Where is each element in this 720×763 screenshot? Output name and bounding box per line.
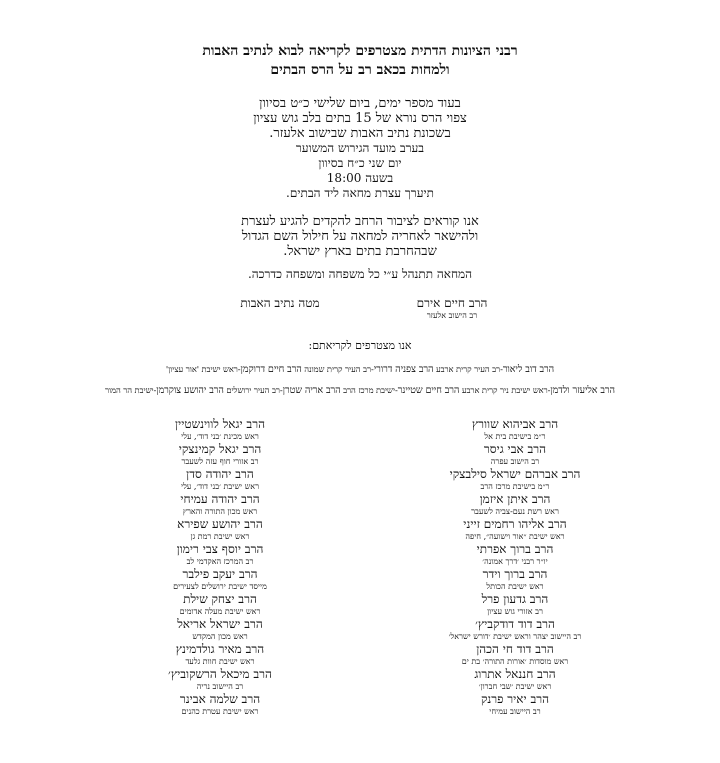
signer-name: הרב אליעזר ולדמן bbox=[550, 385, 615, 396]
signer-entry bbox=[400, 443, 630, 468]
signer-entry bbox=[400, 568, 630, 593]
signer-entry bbox=[110, 643, 330, 668]
signer-role: רב היישוב יצהר וראש ישיבת ׳דורש ישראל׳ bbox=[448, 632, 582, 641]
signer-entry bbox=[400, 593, 630, 618]
signer-name: הרב דוד חי הכהן bbox=[476, 642, 554, 656]
signer-name: הרב ישראל אריאל bbox=[177, 617, 263, 631]
signer-role: רב המרכז האקדמי לב bbox=[186, 557, 254, 566]
title-line-2: ולמחות בכאב רב על הרס הבתים bbox=[270, 62, 450, 78]
signer-role: ראש רשת נעם-צביה לשעבר bbox=[471, 507, 559, 516]
signer-role: -ראש ישיבת ניר קרית ארבע bbox=[459, 385, 551, 395]
signer-name: הרב יהודה סדן bbox=[186, 467, 254, 481]
paragraph-line: בעוד מספר ימים, ביום שלישי כ״ט בסיוון bbox=[259, 96, 461, 111]
signer-role: ראש ישיבת חוות גלעד bbox=[185, 657, 255, 666]
signer-entry bbox=[110, 593, 330, 618]
signer-role: ראש ישיבת מעלה אדומים bbox=[179, 607, 261, 616]
signer-entry bbox=[400, 618, 630, 643]
signer-name: הרב אליהו רחמים זייני bbox=[463, 517, 567, 531]
signers-right-column bbox=[400, 418, 630, 718]
signature-right bbox=[372, 296, 532, 320]
signature-role: רב הישוב אלעזר bbox=[426, 311, 478, 320]
signer-role: -ישיבת מרכז הרב bbox=[340, 385, 398, 395]
signer-role: ראש מכינת ׳בני דוד׳, עלי bbox=[181, 432, 259, 441]
signer-entry bbox=[110, 468, 330, 493]
signature-left bbox=[200, 296, 360, 311]
signer-name: הרב חננאל אתרוג bbox=[474, 667, 556, 681]
signature-name: מטה נתיב האבות bbox=[240, 296, 320, 310]
signer-name: הרב חיים דרוקמן bbox=[240, 364, 302, 375]
paragraph-line: בערב מועד הגירוש המשוער bbox=[295, 141, 425, 155]
signer-entry bbox=[400, 418, 630, 443]
signer-entry bbox=[400, 493, 630, 518]
signer-role: ראש ישיבת ״אור וישועה״, חיפה bbox=[465, 532, 565, 541]
signer-role: ראש מוסדות ׳אורות התורה׳ בת ים bbox=[461, 657, 569, 666]
signer-entry bbox=[400, 543, 630, 568]
signer-entry bbox=[400, 518, 630, 543]
paragraph-line: תיערך עצרת מחאה ליד הבתים. bbox=[286, 186, 434, 200]
paragraph-line: אנו קוראים לציבור הרחב להקדים להגיע לעצרת bbox=[241, 214, 479, 229]
signer-role: ראש ישיבת רמת גן bbox=[190, 532, 250, 541]
signer-name: הרב שלמה אבינר bbox=[179, 692, 261, 706]
signer-role: -ישיבת הר המור bbox=[105, 385, 157, 395]
signer-role: ראש ישיבת עטרת כהנים bbox=[181, 707, 259, 716]
note-line: המחאה תתנהל ע״י כל משפחה ומשפחה כדרכה. bbox=[247, 267, 473, 281]
paragraph-line: שבהחרבת בתים בארץ ישראל. bbox=[283, 244, 437, 259]
signer-name: הרב אביהוא שוורץ bbox=[471, 417, 559, 431]
signer-name: הרב מיכאל הרשקוביץ׳ bbox=[168, 667, 272, 681]
signer-name: הרב אריה שטרן bbox=[282, 385, 341, 396]
signer-entry bbox=[400, 693, 630, 718]
signer-role: רב הישוב עפרה bbox=[490, 457, 540, 466]
paragraph-line: ולהישאר לאחריה למחאה על חילול השם הגדול bbox=[241, 229, 479, 244]
signer-name: הרב מאיר גולדמינץ bbox=[175, 642, 265, 656]
signer-name: הרב דוד דודקביץ׳ bbox=[475, 617, 555, 631]
signer-name: הרב יהודה עמיחי bbox=[180, 492, 260, 506]
signer-entry bbox=[110, 618, 330, 643]
signer-entry bbox=[110, 443, 330, 468]
signer-role: ראש ישיבת ׳בני דוד׳, עלי bbox=[180, 482, 260, 491]
signer-role: רב אזורי גוש עציון bbox=[487, 607, 543, 616]
signer-entry bbox=[110, 418, 330, 443]
signer-role: -רב העיר קרית שמונה bbox=[301, 364, 374, 374]
signer-name: הרב יהושע שפירא bbox=[177, 517, 263, 531]
paragraph-line: צפוי הרס נורא של 15 בתים בלב גוש עציון bbox=[253, 111, 467, 126]
paragraph-line: בשעה 18:00 bbox=[326, 171, 394, 185]
signer-name: הרב יגאל לווינשטיין bbox=[174, 417, 266, 431]
signer-name: הרב יוסף צבי רימון bbox=[176, 542, 264, 556]
signer-role: ראש ישיבת הכותל bbox=[486, 582, 544, 591]
signer-role: רב אזורי חוף עזה לשעבר bbox=[181, 457, 259, 466]
signers-long-line-2 bbox=[0, 385, 720, 396]
signer-entry bbox=[110, 493, 330, 518]
signer-name: הרב גדעון פרל bbox=[481, 592, 549, 606]
signers-left-column bbox=[110, 418, 330, 718]
signer-name: הרב יעקב פילבר bbox=[182, 567, 258, 581]
signer-name: הרב דוב ליאור bbox=[502, 364, 555, 375]
signer-role: ראש מכון המקדש bbox=[192, 632, 248, 641]
signer-role: ר״מ בישיבת מרכז הרב bbox=[480, 482, 550, 491]
signers-heading: אנו מצטרפים לקריאתם: bbox=[308, 339, 412, 352]
signer-name: הרב חיים שטיינר bbox=[397, 385, 460, 396]
signer-entry bbox=[110, 693, 330, 718]
signer-name: הרב יאיר פרנק bbox=[480, 692, 550, 706]
signer-name: הרב איתן איזמן bbox=[479, 492, 551, 506]
signer-entry bbox=[400, 468, 630, 493]
signer-name: הרב אברהם ישראל סילבצקי bbox=[449, 467, 581, 481]
paragraph-line: יום שני כ״ח בסיוון bbox=[318, 156, 402, 170]
signer-entry bbox=[110, 668, 330, 693]
signer-name: הרב צפניה דרורי bbox=[373, 364, 434, 375]
signature-name: הרב חיים אירם bbox=[416, 296, 488, 310]
signer-name: הרב יהושע צוקרמן bbox=[156, 385, 224, 396]
signer-entry bbox=[110, 518, 330, 543]
signer-role: ראש מכון התורה והארץ bbox=[182, 507, 258, 516]
title-line-1: רבני הציונות הדתית מצטרפים לקריאה לבוא לנתיב האבות bbox=[202, 43, 518, 59]
signer-role: יו״ר רבני ׳דרך אמונה׳ bbox=[482, 557, 548, 566]
signer-name: הרב ברוך וידר bbox=[482, 567, 548, 581]
signer-entry bbox=[110, 543, 330, 568]
signer-name: הרב יגאל קמינצקי bbox=[178, 442, 262, 456]
signer-name: הרב ברוך אפרתי bbox=[476, 542, 554, 556]
signer-role: -רב העיר קרית ארבע bbox=[433, 364, 503, 374]
signer-role: מייסד ישיבת ירושלים לצעירים bbox=[173, 582, 267, 591]
signers-long-line-1 bbox=[0, 364, 720, 375]
signer-role: ראש ישיבת ׳שבי חברון׳ bbox=[478, 682, 552, 691]
signer-entry bbox=[110, 568, 330, 593]
signer-entry bbox=[400, 643, 630, 668]
signer-entry bbox=[400, 668, 630, 693]
signer-role: -ראש ישיבת 'אור עציון' bbox=[165, 364, 241, 374]
paragraph-line: בשכונת נתיב האבות שבישוב אלעזר. bbox=[269, 126, 451, 141]
signer-role: -רב העיר ירושלים bbox=[223, 385, 283, 395]
signer-name: הרב אבי גיסר bbox=[483, 442, 547, 456]
signer-name: הרב יצחק שילת bbox=[183, 592, 257, 606]
signer-role: רב היישוב עמיחי bbox=[489, 707, 541, 716]
signer-role: רב היישוב נריה bbox=[196, 682, 244, 691]
signer-role: ר״מ בישיבת בית אל bbox=[484, 432, 546, 441]
